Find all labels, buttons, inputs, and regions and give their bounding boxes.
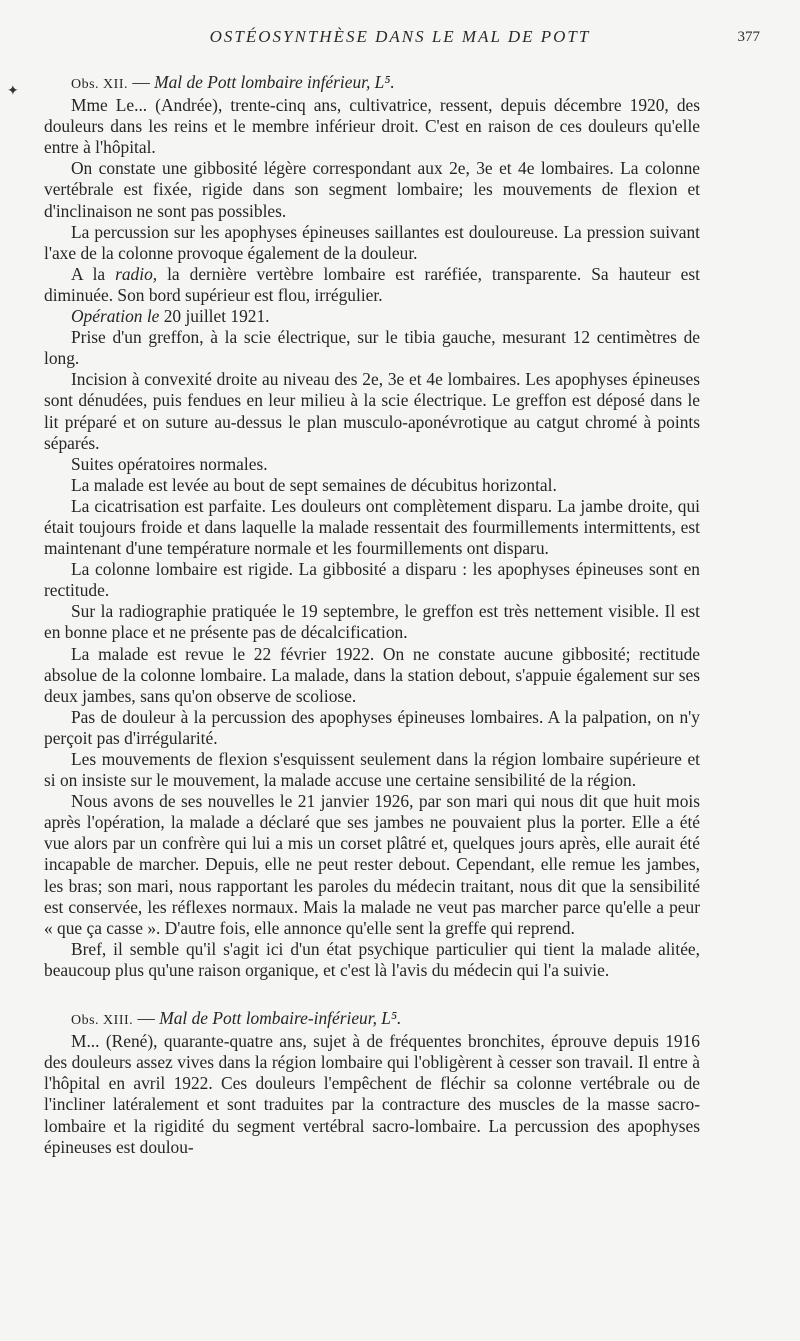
- paragraph: Sur la radiographie pratiquée le 19 septembre, le greffon est très nettement visible. Il est en bonne place et ne présente pas de décalcification.: [44, 601, 700, 643]
- paragraph: La cicatrisation est parfaite. Les douleurs ont complètement disparu. La jambe droite, qui était toujours froide et dans laquelle la malade ressentait des fourmillements intermittents, est maintenant d'une température normale et les fourmillements ont disparu.: [44, 495, 700, 559]
- paragraph-text: la dernière vertèbre lombaire est raréfiée, transparente. Sa hauteur est diminuée. Son bord supérieur est flou, irrégulier.: [44, 263, 700, 305]
- paragraph: Suites opératoires normales.: [71, 453, 268, 474]
- paragraph: Prise d'un greffon, à la scie électrique, sur le tibia gauche, mesurant 12 centimètres de long.: [44, 327, 700, 369]
- paragraph-text: 20 juillet 1921.: [159, 306, 270, 327]
- paragraph-emphasis: Opération le: [71, 306, 160, 327]
- heading-dash: —: [133, 1008, 160, 1029]
- paragraph: [44, 306, 700, 327]
- running-title: OSTÉOSYNTHÈSE DANS LE MAL DE POTT: [209, 27, 591, 46]
- running-head: [40, 27, 760, 51]
- paragraph-emphasis: radio,: [115, 263, 158, 284]
- paragraph: Bref, il semble qu'il s'agit ici d'un état psychique particulier qui tient la malade alitée, beaucoup plus qu'une raison organique, et c'est là l'avis du médecin qui l'a suivie.: [44, 938, 700, 980]
- paragraph: Les mouvements de flexion s'esquissent seulement dans la région lombaire supérieure et si on insiste sur le mouvement, la malade accuse une certaine sensibilité de la région.: [44, 749, 700, 791]
- paragraph: Nous avons de ses nouvelles le 21 janvier 1926, par son mari qui nous dit que huit mois après l'opération, la malade a déclaré que ses jambes ne pouvaient plus la porter. Elle a été vue alors par un confrère qui lui a mis un corset plâtré et, quelques jours après, elle aurait été incapable de marcher. Depuis, elle ne peut rester debout. Cependant, elle remue les jambes, les bras; son mari, nous rapportant les paroles du médecin traitant, nous dit que la sensibilité est conservée, les réflexes normaux. Mais la malade ne veut pas marcher parce qu'elle a peur « que ça casse ». D'autre fois, elle annonce qu'elle sent la greffe qui reprend.: [44, 791, 700, 938]
- paragraph: Pas de douleur à la percussion des apophyses épineuses lombaires. A la palpation, on n'y perçoit pas d'irrégularité.: [44, 706, 700, 748]
- paragraph: Incision à convexité droite au niveau des 2e, 3e et 4e lombaires. Les apophyses épineuses sont dénudées, puis fendues en leur milieu à la scie électrique. Le greffon est déposé dans le lit préparé et on suture au-dessus le plan musculo-aponévrotique au catgut chromé à points séparés.: [44, 369, 700, 453]
- paragraph: M... (René), quarante-quatre ans, sujet à de fréquentes bronchites, éprouve depuis 1916 des douleurs assez vives dans la région lombaire qui l'obligèrent à cesser son travail. Il entre à l'hôpital en avril 1922. Ces douleurs l'empêchent de fléchir sa colonne vertébrale ou de l'incliner latéralement et sont traduites par la contracture des muscles de la masse sacro-lombaire et la rigidité du segment vertébral sacro-lombaire. La percussion des apophyses épineuses est doulou-: [44, 1031, 700, 1157]
- paragraph: La malade est revue le 22 février 1922. On ne constate aucune gibbosité; rectitude absolue de la colonne lombaire. La malade, dans la station debout, s'appuie également sur ses deux jambes, sans qu'on observe de scoliose.: [44, 643, 700, 706]
- section-gap: [44, 981, 700, 1008]
- observation-heading: [44, 1008, 700, 1031]
- paragraph: On constate une gibbosité légère correspondant aux 2e, 3e et 4e lombaires. La colonne vertébrale est fixée, rigide dans son segment lombaire; les mouvements de flexion et d'inclinaison ne sont pas possibles.: [44, 158, 700, 221]
- observation-title: Mal de Pott lombaire-inférieur, L⁵.: [159, 1008, 402, 1029]
- observation-label: Obs. XIII.: [71, 1013, 134, 1029]
- paragraph: La percussion sur les apophyses épineuses saillantes est douloureuse. La pression suivant l'axe de la colonne provoque également de la douleur.: [44, 221, 700, 263]
- paragraph: Mme Le... (Andrée), trente-cinq ans, cultivatrice, ressent, depuis décembre 1920, des douleurs dans les reins et le membre inférieur droit. C'est en raison de ces douleurs qu'elle entre à l'hôpital.: [44, 95, 700, 158]
- observation-heading: [44, 72, 700, 95]
- margin-mark-icon: ✦: [7, 84, 19, 99]
- heading-dash: —: [128, 72, 155, 92]
- observation-title: Mal de Pott lombaire inférieur, L⁵.: [154, 72, 395, 92]
- paragraph-text: A la: [71, 263, 116, 284]
- page-number: 377: [737, 29, 760, 45]
- paragraph: La colonne lombaire est rigide. La gibbosité a disparu : les apophyses épineuses sont en rectitude.: [44, 559, 700, 601]
- body-text: [44, 72, 700, 1158]
- paragraph: La malade est levée au bout de sept semaines de décubitus horizontal.: [71, 474, 557, 495]
- observation-label: Obs. XII.: [71, 77, 128, 92]
- paragraph: [44, 264, 700, 306]
